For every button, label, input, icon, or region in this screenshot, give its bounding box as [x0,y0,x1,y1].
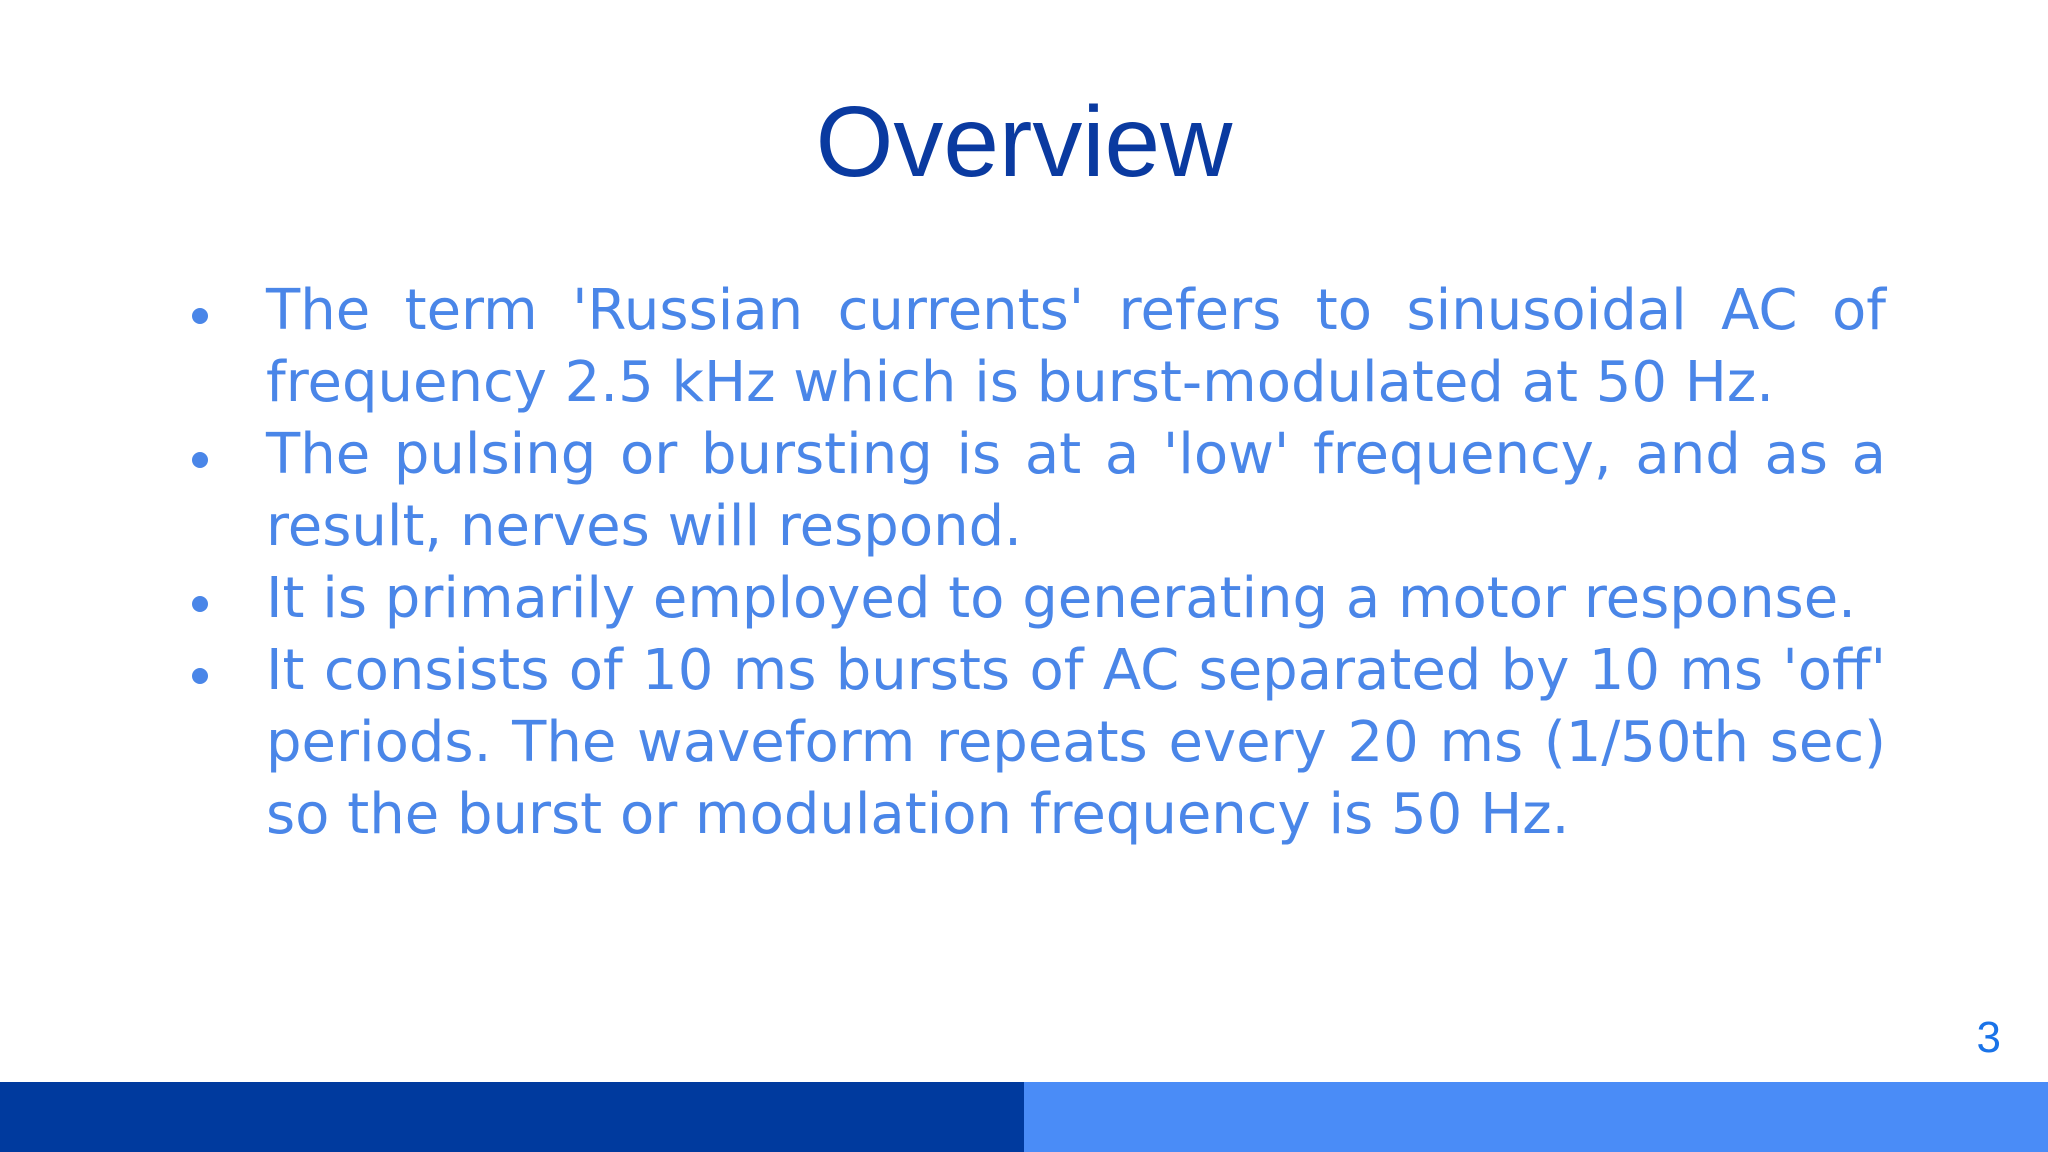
bullet-dot-icon [192,308,208,324]
slide-title: Overview [815,86,1233,198]
footer-bar-dark [0,1082,1024,1152]
bullet-item [186,275,1886,419]
bullet-text: The pulsing or bursting is at a 'low' frequency, and as a result, nerves will respond. [266,422,1886,559]
bullet-dot-icon [192,668,208,684]
bullet-dot-icon [192,596,208,612]
footer-bar-light [1024,1082,2048,1152]
bullet-item [186,563,1886,635]
bullet-text: It is primarily employed to generating a motor response. [266,566,1856,631]
bullet-list [186,275,1886,851]
bullet-dot-icon [192,452,208,468]
bullet-item [186,419,1886,563]
bullet-text: The term 'Russian currents' refers to sinusoidal AC of frequency 2.5 kHz which is burst-modulated at 50 Hz. [266,278,1886,415]
page-number: 3 [1976,1013,2001,1062]
bullet-text: It consists of 10 ms bursts of AC separated by 10 ms 'off' periods. The waveform repeats every 20 ms (1/50th sec) so the burst or modulation frequency is 50 Hz. [266,638,1886,847]
bullet-item [186,635,1886,851]
